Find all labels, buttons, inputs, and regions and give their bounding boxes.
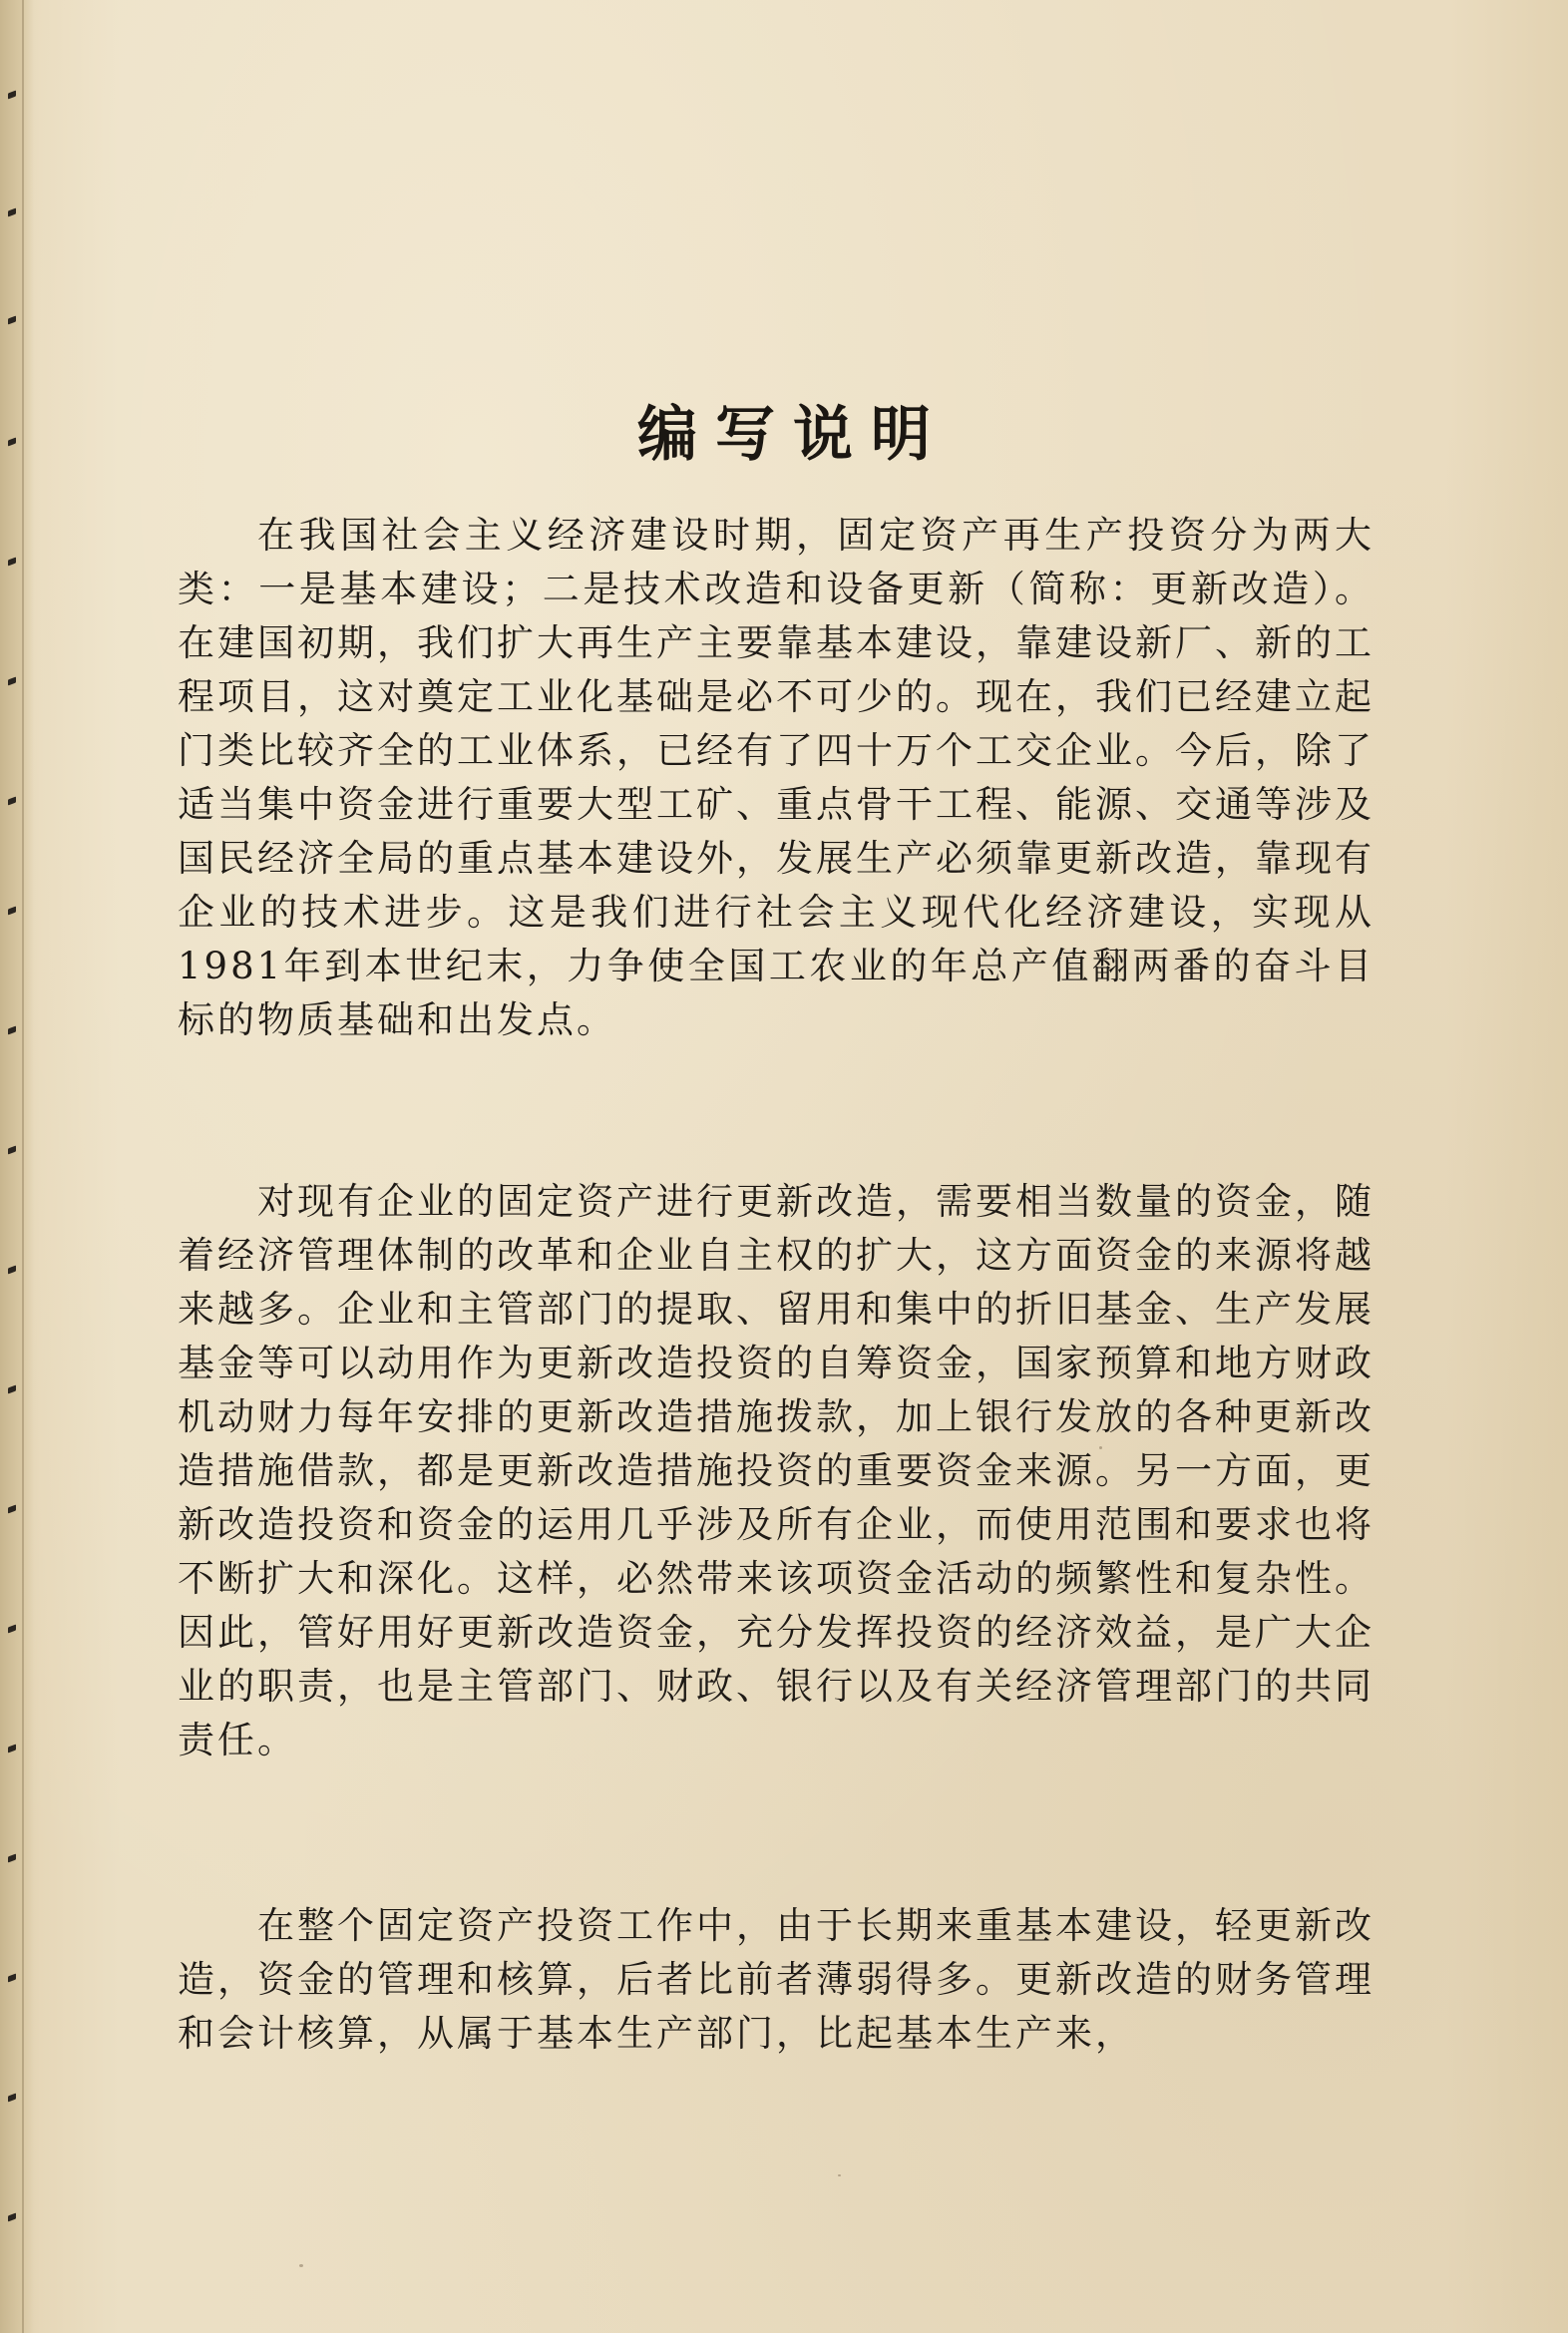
body-paragraph: 在我国社会主义经济建设时期，固定资产再生产投资分为两大类：一是基本建设；二是技术改造和设备更新（简称：更新改造）。在建国初期，我们扩大再生产主要靠基本建设，靠建设新厂、新的工程项目，这对奠定工业化基础是必不可少的。现在，我们已经建立起门类比较齐全的工业体系，已经有了四十万个工交企业。今后，除了适当集中资金进行重要大型工矿、重点骨干工程、能源、交通等涉及国民经济全局的重点基本建设外，发展生产必须靠更新改造，靠现有企业的技术进步。这是我们进行社会主义现代化经济建设，实现从1981年到本世纪末，力争使全国工农业的年总产值翻两番的奋斗目标的物质基础和出发点。 [178,514,1374,1041]
body-paragraph: 在整个固定资产投资工作中，由于长期来重基本建设，轻更新改造，资金的管理和核算，后者比前者薄弱得多。更新改造的财务管理和会计核算，从属于基本生产部门，比起基本生产来， [178,1904,1374,2055]
binding-edge [0,0,34,2333]
paper-speck [838,2174,841,2176]
page-title: 编写说明 [637,400,949,471]
binding-fold-line [22,0,24,2333]
body-paragraph: 对现有企业的固定资产进行更新改造，需要相当数量的资金，随着经济管理体制的改革和企业自主权的扩大，这方面资金的来源将越来越多。企业和主管部门的提取、留用和集中的折旧基金、生产发展基金等可以动用作为更新改造投资的自筹资金，国家预算和地方财政机动财力每年安排的更新改造措施拨款，加上银行发放的各种更新改造措施借款，都是更新改造措施投资的重要资金来源。另一方面，更新改造投资和资金的运用几乎涉及所有企业，而使用范围和要求也将不断扩大和深化。这样，必然带来该项资金活动的频繁性和复杂性。因此，管好用好更新改造资金，充分发挥投资的经济效益，是广大企业的职责，也是主管部门、财政、银行以及有关经济管理部门的共同责任。 [178,1180,1374,1761]
paper-speck [299,2264,303,2267]
